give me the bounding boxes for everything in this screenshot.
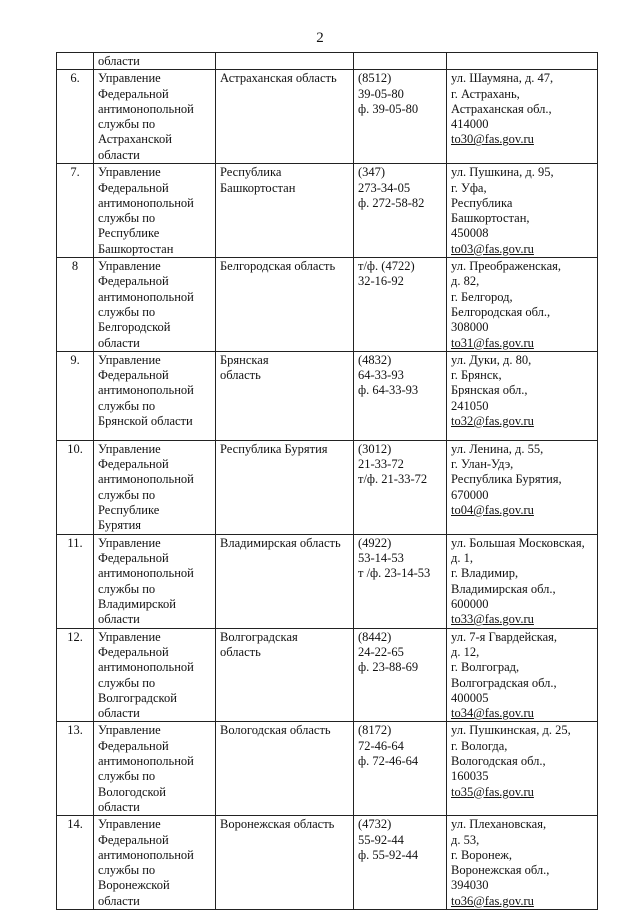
address-text: ул. Большая Московская, д. 1, г. Владимир, Владимирская обл., 600000 bbox=[451, 535, 585, 611]
department-cell: Управление Федеральной антимонопольной службы по Белгородской области bbox=[94, 258, 216, 352]
address-text: ул. Плехановская, д. 53, г. Воронеж, Воронежская обл., 394030 bbox=[451, 817, 550, 893]
address-text: ул. Пушкина, д. 95, г. Уфа, Республика Башкортостан, 450008 bbox=[451, 165, 554, 241]
phone-cell: (8442) 24-22-65 ф. 23-88-69 bbox=[354, 628, 447, 722]
email-link[interactable]: to32@fas.gov.ru bbox=[451, 414, 534, 429]
address-cell bbox=[447, 258, 598, 352]
address-text: ул. Преображенская, д. 82, г. Белгород, Белгородская обл., 308000 bbox=[451, 259, 561, 335]
email-link[interactable]: to03@fas.gov.ru bbox=[451, 241, 534, 256]
region-cell: Брянская область bbox=[216, 351, 354, 440]
address-cell bbox=[447, 351, 598, 440]
department-cell: Управление Федеральной антимонопольной службы по Вологодской области bbox=[94, 722, 216, 816]
department-cell: Управление Федеральной антимонопольной службы по Республике Бурятия bbox=[94, 440, 216, 534]
address-text: ул. Ленина, д. 55, г. Улан-Удэ, Республика Бурятия, 670000 bbox=[451, 441, 562, 502]
phone-cell: (3012) 21-33-72 т/ф. 21-33-72 bbox=[354, 440, 447, 534]
region-cell: Республика Башкортостан bbox=[216, 164, 354, 258]
email-link[interactable]: to30@fas.gov.ru bbox=[451, 132, 534, 147]
region-cell: Вологодская область bbox=[216, 722, 354, 816]
phone-cell: (347) 273-34-05 ф. 272-58-82 bbox=[354, 164, 447, 258]
table-row bbox=[57, 628, 598, 722]
phone-cell bbox=[354, 53, 447, 70]
table-row bbox=[57, 722, 598, 816]
num-cell: 11. bbox=[57, 534, 94, 628]
table-row bbox=[57, 164, 598, 258]
table-row bbox=[57, 70, 598, 164]
email-link[interactable]: to35@fas.gov.ru bbox=[451, 784, 534, 799]
address-cell bbox=[447, 164, 598, 258]
num-cell bbox=[57, 53, 94, 70]
department-cell: Управление Федеральной антимонопольной службы по Владимирской области bbox=[94, 534, 216, 628]
phone-cell: т/ф. (4722) 32-16-92 bbox=[354, 258, 447, 352]
phone-cell: (8512) 39-05-80 ф. 39-05-80 bbox=[354, 70, 447, 164]
email-link[interactable]: to31@fas.gov.ru bbox=[451, 335, 534, 350]
department-cell: области bbox=[94, 53, 216, 70]
num-cell: 10. bbox=[57, 440, 94, 534]
phone-cell: (4832) 64-33-93 ф. 64-33-93 bbox=[354, 351, 447, 440]
num-cell: 6. bbox=[57, 70, 94, 164]
region-cell: Республика Бурятия bbox=[216, 440, 354, 534]
department-cell: Управление Федеральной антимонопольной службы по Волгоградской области bbox=[94, 628, 216, 722]
phone-cell: (4922) 53-14-53 т /ф. 23-14-53 bbox=[354, 534, 447, 628]
address-cell bbox=[447, 70, 598, 164]
region-cell: Владимирская область bbox=[216, 534, 354, 628]
address-cell bbox=[447, 53, 598, 70]
table-row bbox=[57, 816, 598, 910]
department-cell: Управление Федеральной антимонопольной службы по Республике Башкортостан bbox=[94, 164, 216, 258]
continuation-row bbox=[57, 53, 598, 70]
region-cell bbox=[216, 53, 354, 70]
region-cell: Астраханская область bbox=[216, 70, 354, 164]
num-cell: 14. bbox=[57, 816, 94, 910]
address-cell bbox=[447, 534, 598, 628]
num-cell: 9. bbox=[57, 351, 94, 440]
table-row bbox=[57, 440, 598, 534]
address-text: ул. Шаумяна, д. 47, г. Астрахань, Астраханская обл., 414000 bbox=[451, 71, 554, 132]
region-cell: Волгоградская область bbox=[216, 628, 354, 722]
address-text: ул. Пушкинская, д. 25, г. Вологда, Вологодская обл., 160035 bbox=[451, 723, 571, 784]
address-cell bbox=[447, 628, 598, 722]
num-cell: 8 bbox=[57, 258, 94, 352]
page-number: 2 bbox=[316, 30, 324, 46]
num-cell: 12. bbox=[57, 628, 94, 722]
address-cell bbox=[447, 440, 598, 534]
email-link[interactable]: to04@fas.gov.ru bbox=[451, 503, 534, 518]
address-text: ул. Дуки, д. 80, г. Брянск, Брянская обл., 241050 bbox=[451, 352, 532, 413]
num-cell: 13. bbox=[57, 722, 94, 816]
phone-cell: (4732) 55-92-44 ф. 55-92-44 bbox=[354, 816, 447, 910]
offices-table bbox=[56, 52, 598, 910]
department-cell: Управление Федеральной антимонопольной службы по Воронежской области bbox=[94, 816, 216, 910]
table-row bbox=[57, 351, 598, 440]
region-cell: Воронежская область bbox=[216, 816, 354, 910]
table-row bbox=[57, 258, 598, 352]
address-cell bbox=[447, 722, 598, 816]
address-cell bbox=[447, 816, 598, 910]
email-link[interactable]: to36@fas.gov.ru bbox=[451, 893, 534, 908]
region-cell: Белгородская область bbox=[216, 258, 354, 352]
address-text: ул. 7-я Гвардейская, д. 12, г. Волгоград, Волгоградская обл., 400005 bbox=[451, 629, 558, 705]
email-link[interactable]: to33@fas.gov.ru bbox=[451, 612, 534, 627]
table-row bbox=[57, 534, 598, 628]
department-cell: Управление Федеральной антимонопольной службы по Астраханской области bbox=[94, 70, 216, 164]
num-cell: 7. bbox=[57, 164, 94, 258]
phone-cell: (8172) 72-46-64 ф. 72-46-64 bbox=[354, 722, 447, 816]
email-link[interactable]: to34@fas.gov.ru bbox=[451, 706, 534, 721]
department-cell: Управление Федеральной антимонопольной службы по Брянской области bbox=[94, 351, 216, 440]
